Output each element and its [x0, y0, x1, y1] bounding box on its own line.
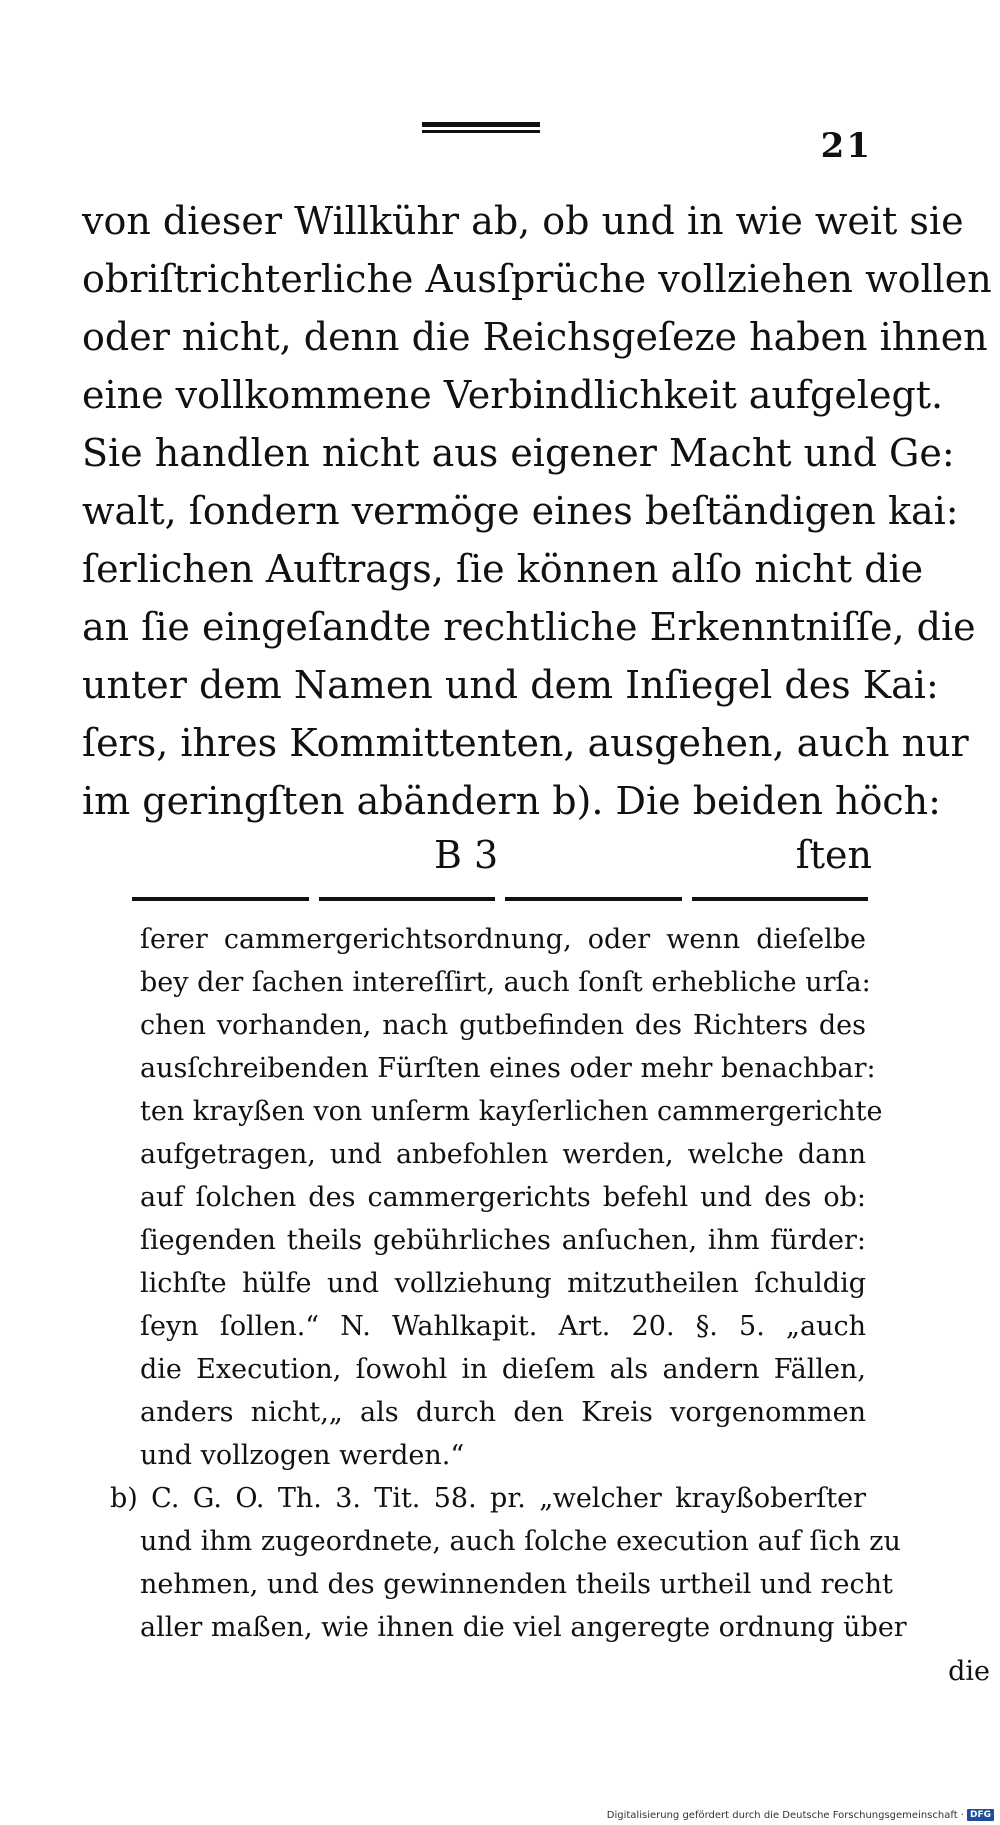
footnote-line: auf ſolchen des cammergerichts befehl und des ob:: [140, 1182, 866, 1213]
footnote-line: nehmen, und des gewinnenden theils urtheil und recht: [140, 1569, 893, 1600]
separator-segment: [319, 897, 496, 901]
text-line: von dieser Willkühr ab, ob und in wie weit sie: [82, 199, 964, 243]
footnote-line: ſiegenden theils gebührliches anſuchen, ihm fürder:: [140, 1225, 866, 1256]
footnote-line: chen vorhanden, nach gutbefinden des Richters des: [140, 1010, 866, 1041]
text-line: Sie handlen nicht aus eigener Macht und Ge:: [82, 431, 955, 475]
text-line: an ſie eingeſandte rechtliche Erkenntniſſe, die: [82, 605, 976, 649]
text-line: oder nicht, denn die Reichsgeſeze haben ihnen: [82, 315, 988, 359]
footnote-line: ten krayßen von unſerm kayſerlichen cammergerichte: [140, 1096, 883, 1127]
text-line: im geringſten abändern b). Die beiden höch:: [82, 779, 941, 823]
main-text: [82, 192, 992, 830]
footnote-separator: [132, 897, 868, 901]
footnote-line: ſeyn ſollen.“ N. Wahlkapit. Art. 20. §. 5. „auch: [140, 1311, 866, 1342]
signature-mark: B 3: [434, 833, 499, 877]
separator-segment: [692, 897, 869, 901]
text-line: ſerlichen Auftrags, ſie können alſo nicht die: [82, 547, 924, 591]
footnote-b-line: b) C. G. O. Th. 3. Tit. 58. pr. „welcher krayßoberſter: [110, 1483, 866, 1514]
text-line: unter dem Namen und dem Inſiegel des Kai:: [82, 663, 939, 707]
footnote-catchword: die: [948, 1656, 990, 1687]
header-rule: [422, 122, 540, 140]
text-line: ſers, ihres Kommittenten, ausgehen, auch nur: [82, 721, 969, 765]
footnote-line: aller maßen, wie ihnen die viel angeregte ordnung über: [140, 1612, 907, 1643]
footnote-line: anders nicht,„ als durch den Kreis vorgenommen: [140, 1397, 866, 1428]
footnote-line: lichſte hülfe und vollziehung mitzutheilen ſchuldig: [140, 1268, 866, 1299]
page-number: 21: [820, 126, 872, 166]
footnotes: [110, 918, 907, 1649]
separator-segment: [505, 897, 682, 901]
separator-segment: [132, 897, 309, 901]
header-rule-bar: [422, 130, 540, 133]
footnote-line: ſerer cammergerichtsordnung, oder wenn dieſelbe: [140, 924, 866, 955]
header-rule-bar: [422, 122, 540, 127]
footnote-line: die Execution, ſowohl in dieſem als andern Fällen,: [140, 1354, 866, 1385]
footnote-line: bey der ſachen intereſſirt, auch ſonſt erhebliche urſa:: [140, 967, 871, 998]
text-line: walt, ſondern vermöge eines beſtändigen kai:: [82, 489, 959, 533]
signature-row: [82, 826, 872, 884]
footnote-line: ausſchreibenden Fürſten eines oder mehr benachbar:: [140, 1053, 876, 1084]
text-line: eine vollkommene Verbindlichkeit aufgelegt.: [82, 373, 944, 417]
dfg-logo-icon: DFG: [967, 1809, 994, 1821]
catchword: ſten: [795, 833, 872, 877]
attribution-text: Digitalisierung gefördert durch die Deutsche Forschungsgemeinschaft ·: [606, 1809, 964, 1821]
footnote-line: aufgetragen, und anbefohlen werden, welche dann: [140, 1139, 866, 1170]
footnote-line: und ihm zugeordnete, auch ſolche execution auf ſich zu: [140, 1526, 901, 1557]
text-line: obriſtrichterliche Ausſprüche vollziehen wollen: [82, 257, 992, 301]
digitization-attribution: [607, 1809, 994, 1821]
footnote-line: und vollzogen werden.“: [140, 1440, 465, 1471]
